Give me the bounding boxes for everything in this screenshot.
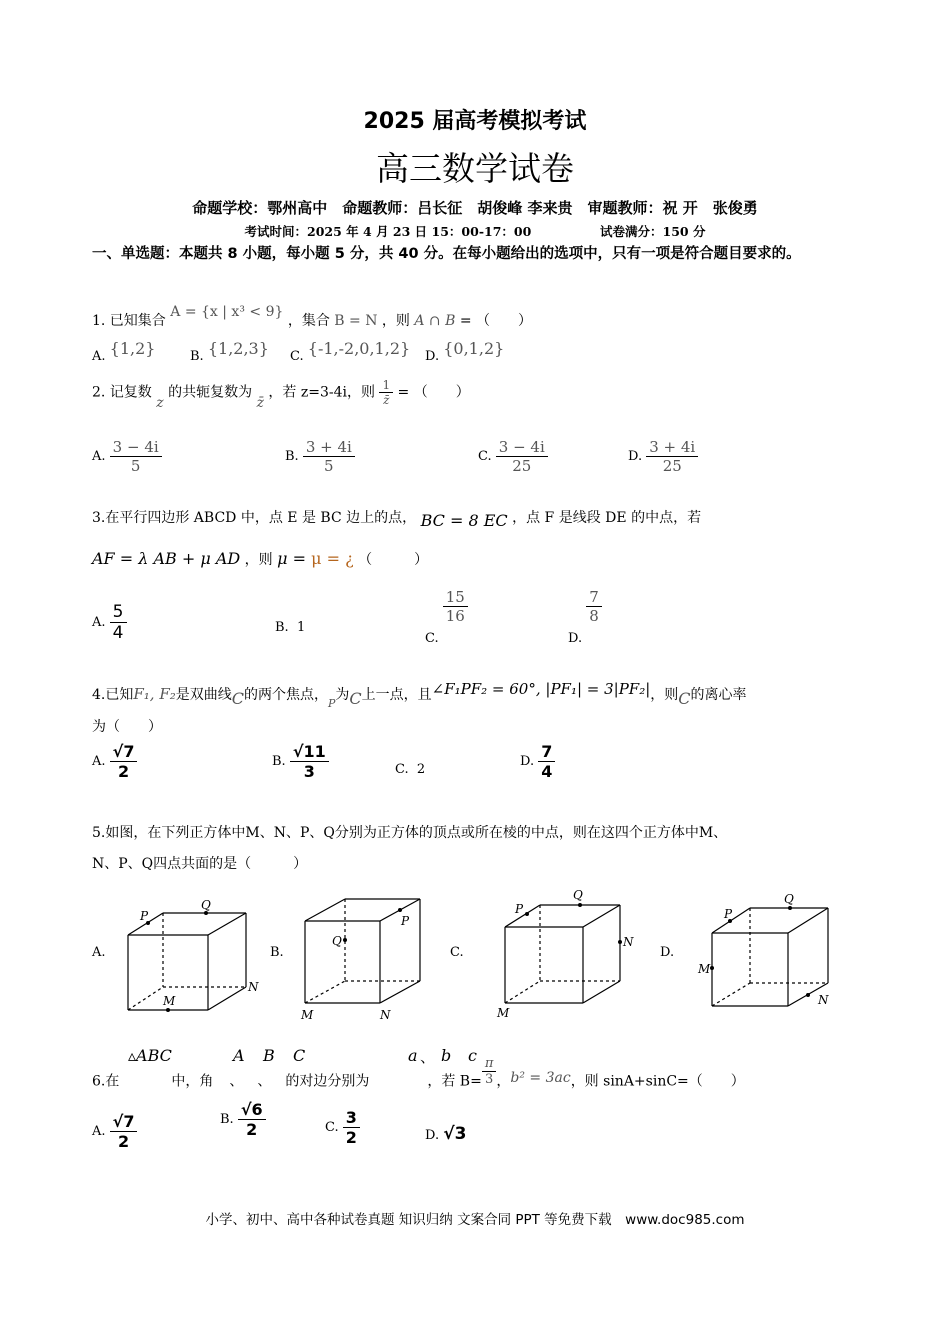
q4-option-b[interactable] [272, 742, 329, 781]
frac-denominator: 5 [324, 457, 334, 475]
option-fraction [110, 438, 162, 475]
q3-mu: μ = μ = ¿ [277, 549, 354, 568]
frac-denominator: 2 [246, 1120, 258, 1139]
q4-option-d[interactable] [520, 742, 555, 781]
q3-option-a[interactable] [92, 602, 127, 643]
q5-figure-b [295, 893, 435, 1023]
q2-tail: ，若 z=3-4i，则 [268, 384, 375, 401]
q1-prefix: 1. 已知集合 [92, 313, 166, 329]
frac-denominator: 4 [541, 762, 553, 781]
q1-option-c[interactable] [290, 339, 411, 364]
q2-prefix: 2. 记复数 [92, 384, 152, 401]
q2-fraction [379, 378, 393, 407]
question-1 [92, 304, 533, 330]
option-label: C. [478, 449, 492, 464]
option-label: A. [92, 449, 106, 464]
option-fraction [586, 588, 602, 625]
point-m-label: M [163, 994, 176, 1008]
option-fraction [646, 438, 698, 475]
option-label: A. [92, 754, 106, 769]
q4-text-b: 是双曲线 [175, 687, 232, 703]
q1-option-a[interactable] [92, 339, 156, 364]
option-label: A. [92, 615, 106, 630]
option-fraction [110, 602, 127, 643]
option-label: D. [628, 449, 643, 464]
q1-option-b[interactable] [190, 339, 269, 364]
frac-denominator: 16 [445, 607, 465, 625]
frac-denominator: 2 [118, 1132, 130, 1151]
option-label: B. [220, 1112, 234, 1127]
option-label: C. [290, 349, 304, 364]
option-value: {1,2,3} [207, 339, 269, 358]
option-fraction [343, 1108, 360, 1147]
q6-text-a2: 的对边分别为 [285, 1073, 370, 1090]
q4-text-d: 为 [335, 687, 350, 703]
q3-af-equation: AF = λ AB + μ AD [92, 549, 241, 568]
q1-set-b: B = N [334, 313, 378, 329]
q4-condition: ∠F₁PF₂ = 60°, |PF₁| = 3|PF₂| [431, 680, 651, 698]
frac-numerator: 5 [110, 602, 127, 623]
q3-option-b[interactable] [275, 620, 305, 635]
frac-numerator: √6 [238, 1100, 266, 1120]
q2-zbar: z̄ [256, 394, 264, 411]
option-fraction [110, 1112, 138, 1151]
q1-option-d[interactable] [425, 339, 505, 364]
frac-denominator: 25 [512, 457, 532, 475]
q4-text-a: 4.已知 [92, 687, 134, 703]
point-q-label: Q [201, 898, 211, 912]
q4-curve-c: C [678, 689, 691, 708]
q3-text-c: ，则 [244, 552, 273, 568]
exam-info-line [0, 222, 950, 240]
q1-set-a: A = {x | x³ < 9} [170, 304, 284, 320]
q5-option-b-label[interactable]: B. [270, 945, 284, 960]
q6-triangle [128, 1046, 172, 1065]
q2-option-d[interactable] [628, 438, 698, 475]
q3-mu-value: μ = ¿ [311, 549, 354, 568]
option-label: D. [520, 754, 535, 769]
q5-figure-d [700, 888, 845, 1018]
frac-denominator: 8 [589, 607, 599, 625]
point-m-label: M [497, 1006, 510, 1020]
frac-numerator: √11 [290, 742, 329, 762]
q3-text-a: 3.在平行四边形 ABCD 中，点 E 是 BC 边上的点， [92, 510, 417, 526]
frac-denominator: z̄ [383, 393, 390, 407]
option-value: 2 [416, 762, 426, 777]
q6-angle-b: B [263, 1046, 275, 1065]
point-p-label: P [724, 907, 733, 921]
q6-option-a[interactable] [92, 1112, 137, 1151]
option-fraction [238, 1100, 266, 1139]
option-label: D. [425, 349, 440, 364]
exam-time: 考试时间：2025 年 4 月 23 日 15：00-17：00 [244, 224, 532, 239]
question-6: 6.在 中，角 、 、 的对边分别为 ，若 B= $\frac{\pi}{3}$ ，b² = 3ac，则 sinA+sinC=（ ） [92, 1056, 745, 1090]
q5-figure-a [118, 895, 268, 1020]
frac-denominator: 5 [130, 457, 141, 475]
q3-text-b: ，点 F 是线段 DE 的中点，若 [512, 510, 702, 526]
point-q-label: Q [332, 934, 342, 948]
point-n-label: N [623, 935, 634, 949]
frac-denominator: 25 [662, 457, 682, 475]
question-5-line2: N、P、Q四点共面的是（ ） [92, 856, 308, 872]
q2-mid: 的共轭复数为 [168, 384, 253, 401]
frac-numerator: √7 [110, 742, 138, 762]
q6-option-c[interactable] [325, 1108, 360, 1147]
q6-tail: ，则 sinA+sinC=（ ） [570, 1073, 745, 1090]
point-q-label: Q [784, 892, 794, 906]
option-fraction [290, 742, 329, 781]
option-fraction [496, 438, 548, 475]
option-fraction [110, 742, 138, 781]
q3-option-c[interactable] [425, 588, 468, 646]
q6-sep2: 、 [257, 1073, 272, 1090]
full-score: 试卷满分：150 分 [600, 224, 706, 239]
frac-numerator: 7 [586, 588, 602, 607]
question-3-line2 [92, 549, 428, 569]
q2-option-c[interactable] [478, 438, 548, 475]
point-n-label: N [380, 1008, 391, 1022]
frac-numerator: √7 [110, 1112, 138, 1132]
point-q-label: Q [573, 888, 583, 902]
q4-point-p: P [328, 697, 336, 710]
q2-option-a[interactable] [92, 438, 162, 475]
point-n-label: N [248, 980, 259, 994]
option-label: B. [190, 349, 204, 364]
exam-title: 2025 届高考模拟考试 [363, 109, 587, 134]
option-label: A. [92, 1124, 106, 1139]
point-n-label: N [818, 993, 829, 1007]
authors-line: 命题学校：鄂州高中 命题教师：吕长征 胡俊峰 李来贵 审题教师：祝 开 张俊勇 [192, 199, 758, 217]
question-3-line1 [92, 507, 702, 530]
q6-prefix: 6.在 [92, 1073, 120, 1090]
option-label: D. [425, 1128, 440, 1143]
q2-z: z [156, 394, 164, 411]
question-4-line1 [92, 680, 747, 710]
option-value: {-1,-2,0,1,2} [307, 339, 411, 358]
q5-option-d-label[interactable]: D. [660, 945, 675, 960]
question-5-line1: 5.如图，在下列正方体中M、N、P、Q分别为正方体的顶点或所在棱的中点，则在这四个正方体中M、 [92, 825, 728, 841]
frac-denominator: 3 [484, 1072, 494, 1087]
q5-option-c-label[interactable]: C. [450, 945, 464, 960]
frac-numerator: 3 − 4i [110, 438, 162, 457]
option-label: C. [425, 631, 439, 646]
q4-text-f: ，则 [650, 687, 679, 703]
point-p-label: P [401, 914, 410, 928]
q1-expr: A ∩ B [414, 313, 456, 329]
q6-triangle-abc: ▵ABC [128, 1046, 172, 1065]
frac-denominator: 4 [112, 623, 124, 643]
q4-curve-c: C [349, 689, 362, 708]
point-p-label: P [140, 909, 149, 923]
q4-text-c: 的两个焦点， [244, 687, 328, 703]
q6-sep1: 、 [229, 1073, 244, 1090]
option-label: C. [395, 762, 409, 777]
q1-tail: = （ ） [459, 313, 533, 329]
section-heading: 一、单选题：本题共 8 小题，每小题 5 分，共 40 分。在每小题给出的选项中，只有一项是符合题目要求的。 [92, 246, 801, 262]
footer-text[interactable]: 小学、初中、高中各种试卷真题 知识归纳 文案合同 PPT 等免费下载 www.doc985.com [205, 1212, 745, 1228]
question-2 [92, 378, 470, 411]
option-label: D. [568, 631, 583, 646]
q6-angle-a: A [233, 1046, 245, 1065]
frac-denominator: 2 [345, 1128, 357, 1147]
point-m-label: M [301, 1008, 314, 1022]
frac-numerator: 3 + 4i [303, 438, 355, 457]
option-label: A. [92, 349, 106, 364]
subject-title: 高三数学试卷 [376, 149, 574, 188]
frac-numerator: 7 [538, 742, 555, 762]
q2-tail2: = （ ） [397, 384, 470, 401]
q4-option-c[interactable] [395, 762, 425, 777]
q4-text-e: 上一点，且 [361, 687, 432, 703]
option-fraction [538, 742, 555, 781]
q3-bracket: （ ） [358, 552, 429, 568]
option-label: B. [272, 754, 286, 769]
q6-option-d[interactable] [425, 1124, 466, 1144]
q4-text-g: 的离心率 [690, 687, 747, 703]
point-p-label: P [515, 902, 524, 916]
frac-denominator: 2 [118, 762, 130, 781]
q4-curve-c: C [231, 689, 244, 708]
frac-numerator: 1 [379, 378, 393, 393]
q6-condition: b² = 3ac [510, 1069, 571, 1086]
option-label: C. [325, 1120, 339, 1135]
q6-side-a: a [408, 1046, 418, 1065]
option-value: √3 [443, 1124, 467, 1144]
q6-sep: 、 [420, 1048, 436, 1066]
q3-option-d[interactable] [568, 588, 602, 646]
q1-mid2: ，则 [381, 313, 410, 329]
option-fraction [303, 438, 355, 475]
option-value: 1 [296, 620, 306, 635]
q4-foci: F₁, F₂ [133, 685, 176, 703]
option-value: {0,1,2} [443, 339, 505, 358]
option-fraction [443, 588, 468, 625]
frac-numerator: 3 + 4i [646, 438, 698, 457]
frac-numerator: π [482, 1056, 497, 1072]
q2-option-b[interactable] [285, 438, 355, 475]
q6-pi-fraction [482, 1056, 497, 1087]
frac-numerator: 3 − 4i [496, 438, 548, 457]
option-label: B. [285, 449, 299, 464]
q6-text-a1: 中，角 [171, 1073, 214, 1090]
q6-angle-c: C [293, 1046, 306, 1065]
option-label: B. [275, 620, 289, 635]
q6-side-b: b [441, 1046, 452, 1065]
point-m-label: M [698, 962, 711, 976]
q1-mid: ，集合 [287, 313, 330, 329]
q6-option-b[interactable] [220, 1100, 266, 1139]
q5-figure-c [495, 885, 640, 1020]
q6-side-c: c [468, 1046, 477, 1065]
frac-denominator: 3 [303, 762, 315, 781]
q4-option-a[interactable] [92, 742, 137, 781]
q3-vector-equation: BC = 8 EC [420, 511, 508, 530]
frac-numerator: 15 [443, 588, 468, 607]
q5-option-a-label[interactable]: A. [92, 945, 106, 960]
question-4-line2: 为（ ） [92, 719, 162, 735]
q6-text-a3: ，若 B= [427, 1073, 482, 1090]
frac-numerator: 3 [343, 1108, 360, 1128]
option-value: {1,2} [109, 339, 156, 358]
